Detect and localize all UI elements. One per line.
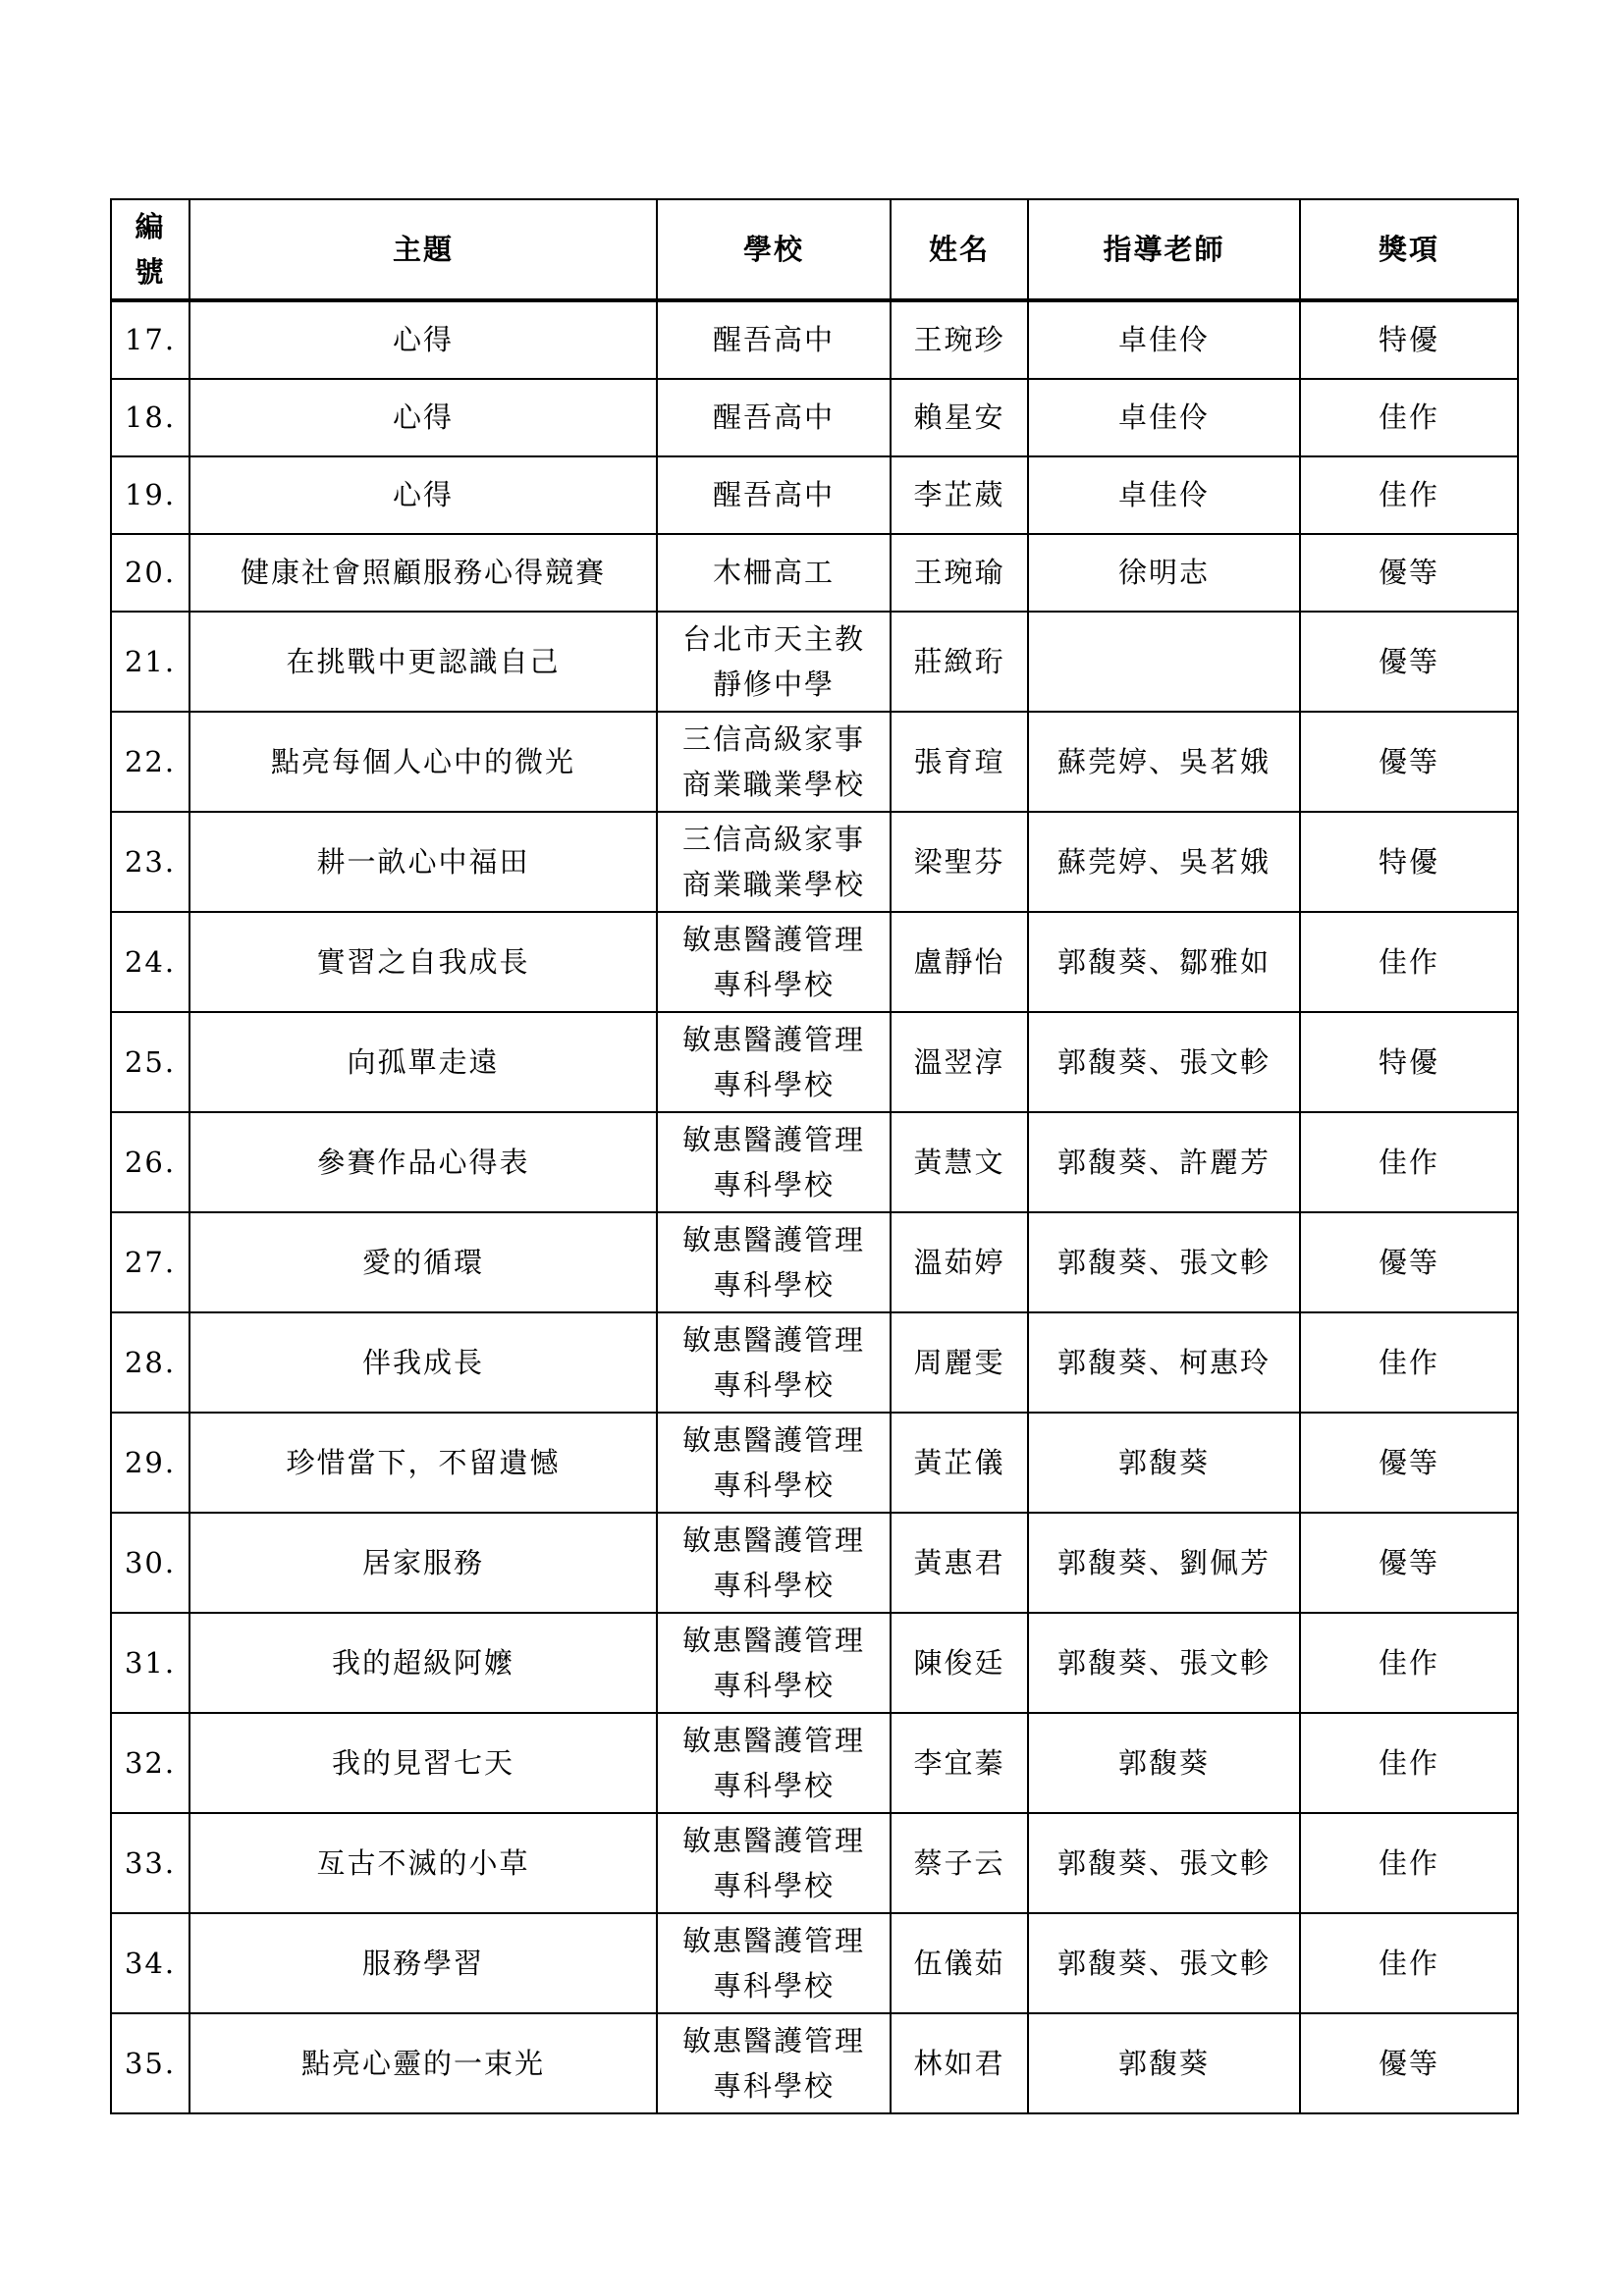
school-line: 木柵高工 xyxy=(712,556,835,590)
school-line: 專科學校 xyxy=(712,1769,835,1802)
row-teacher: 郭馥葵、劉佩芳 xyxy=(1028,1513,1300,1613)
row-teacher: 郭馥葵、張文軫 xyxy=(1028,1613,1300,1713)
row-award: 佳作 xyxy=(1300,1813,1518,1913)
row-topic: 我的超級阿嬤 xyxy=(189,1613,657,1713)
row-school xyxy=(657,612,891,712)
row-number: 23. xyxy=(111,812,189,912)
row-school xyxy=(657,300,891,379)
row-teacher: 郭馥葵、鄒雅如 xyxy=(1028,912,1300,1012)
header-school: 學校 xyxy=(657,199,891,300)
row-award: 佳作 xyxy=(1300,1713,1518,1813)
row-name: 林如君 xyxy=(891,2013,1028,2113)
row-school xyxy=(657,2013,891,2113)
table-row xyxy=(111,1112,1518,1212)
row-award: 特優 xyxy=(1300,300,1518,379)
row-teacher: 郭馥葵 xyxy=(1028,1413,1300,1513)
row-name: 黃慧文 xyxy=(891,1112,1028,1212)
row-name: 王琬瑜 xyxy=(891,534,1028,612)
table-row xyxy=(111,1813,1518,1913)
row-number: 29. xyxy=(111,1413,189,1513)
row-award: 佳作 xyxy=(1300,1913,1518,2013)
row-topic: 耕一畝心中福田 xyxy=(189,812,657,912)
row-award: 優等 xyxy=(1300,1212,1518,1312)
table-row xyxy=(111,2013,1518,2113)
row-school xyxy=(657,912,891,1012)
row-number: 19. xyxy=(111,456,189,534)
school-line: 敏惠醫護管理 xyxy=(681,1122,865,1156)
school-line: 專科學校 xyxy=(712,1468,835,1502)
row-topic: 服務學習 xyxy=(189,1913,657,2013)
row-name: 莊緻珩 xyxy=(891,612,1028,712)
school-line: 三信高級家事 xyxy=(681,721,865,756)
table-row xyxy=(111,300,1518,379)
school-line: 敏惠醫護管理 xyxy=(681,1723,865,1757)
school-line: 專科學校 xyxy=(712,1569,835,1602)
school-line: 敏惠醫護管理 xyxy=(681,1923,865,1957)
row-name: 陳俊廷 xyxy=(891,1613,1028,1713)
row-award: 佳作 xyxy=(1300,1112,1518,1212)
row-teacher: 卓佳伶 xyxy=(1028,300,1300,379)
row-school xyxy=(657,1713,891,1813)
school-line: 商業職業學校 xyxy=(681,768,865,801)
table-row xyxy=(111,1413,1518,1513)
row-name: 張育瑄 xyxy=(891,712,1028,812)
row-number: 34. xyxy=(111,1913,189,2013)
row-number: 18. xyxy=(111,379,189,456)
row-teacher: 郭馥葵、張文軫 xyxy=(1028,1913,1300,2013)
row-award: 優等 xyxy=(1300,534,1518,612)
row-topic: 點亮每個人心中的微光 xyxy=(189,712,657,812)
row-number: 32. xyxy=(111,1713,189,1813)
row-topic: 心得 xyxy=(189,300,657,379)
row-award: 優等 xyxy=(1300,2013,1518,2113)
header-number: 編 號 xyxy=(111,199,189,300)
school-line: 敏惠醫護管理 xyxy=(681,1322,865,1357)
school-line: 專科學校 xyxy=(712,1268,835,1302)
row-name: 賴星安 xyxy=(891,379,1028,456)
school-line: 專科學校 xyxy=(712,1969,835,2002)
row-school xyxy=(657,1913,891,2013)
row-name: 伍儀茹 xyxy=(891,1913,1028,2013)
row-school xyxy=(657,1112,891,1212)
table-row xyxy=(111,1312,1518,1413)
row-award: 佳作 xyxy=(1300,912,1518,1012)
row-topic: 愛的循環 xyxy=(189,1212,657,1312)
row-number: 17. xyxy=(111,300,189,379)
row-number: 22. xyxy=(111,712,189,812)
school-line: 敏惠醫護管理 xyxy=(681,2023,865,2057)
school-line: 敏惠醫護管理 xyxy=(681,1623,865,1657)
row-school xyxy=(657,534,891,612)
row-award: 特優 xyxy=(1300,812,1518,912)
row-topic: 向孤單走遠 xyxy=(189,1012,657,1112)
table-header-row xyxy=(111,199,1518,300)
row-topic: 伴我成長 xyxy=(189,1312,657,1413)
row-school xyxy=(657,1212,891,1312)
row-award: 佳作 xyxy=(1300,456,1518,534)
row-topic: 心得 xyxy=(189,379,657,456)
row-teacher: 郭馥葵、柯惠玲 xyxy=(1028,1312,1300,1413)
row-number: 24. xyxy=(111,912,189,1012)
table-row xyxy=(111,379,1518,456)
header-topic: 主題 xyxy=(189,199,657,300)
row-school xyxy=(657,456,891,534)
table-row xyxy=(111,612,1518,712)
row-name: 黃芷儀 xyxy=(891,1413,1028,1513)
row-number: 33. xyxy=(111,1813,189,1913)
school-line: 敏惠醫護管理 xyxy=(681,1222,865,1256)
table-body xyxy=(111,300,1518,2113)
table-row xyxy=(111,1913,1518,2013)
school-line: 專科學校 xyxy=(712,968,835,1001)
row-name: 溫茹婷 xyxy=(891,1212,1028,1312)
row-award: 優等 xyxy=(1300,1513,1518,1613)
school-line: 三信高級家事 xyxy=(681,822,865,856)
row-topic: 我的見習七天 xyxy=(189,1713,657,1813)
row-topic: 點亮心靈的一束光 xyxy=(189,2013,657,2113)
school-line: 商業職業學校 xyxy=(681,868,865,901)
row-topic: 健康社會照顧服務心得競賽 xyxy=(189,534,657,612)
school-line: 台北市天主教 xyxy=(681,621,865,656)
row-name: 李芷葳 xyxy=(891,456,1028,534)
row-teacher: 郭馥葵、張文軫 xyxy=(1028,1012,1300,1112)
row-topic: 珍惜當下，不留遺憾 xyxy=(189,1413,657,1513)
row-teacher: 卓佳伶 xyxy=(1028,379,1300,456)
school-line: 醒吾高中 xyxy=(712,478,835,512)
row-award: 佳作 xyxy=(1300,1312,1518,1413)
table-row xyxy=(111,534,1518,612)
row-number: 21. xyxy=(111,612,189,712)
table-row xyxy=(111,912,1518,1012)
row-teacher: 郭馥葵、許麗芳 xyxy=(1028,1112,1300,1212)
school-line: 敏惠醫護管理 xyxy=(681,1823,865,1857)
row-school xyxy=(657,1012,891,1112)
row-number: 30. xyxy=(111,1513,189,1613)
table-row xyxy=(111,1012,1518,1112)
row-teacher: 卓佳伶 xyxy=(1028,456,1300,534)
school-line: 專科學校 xyxy=(712,1068,835,1101)
row-teacher: 郭馥葵 xyxy=(1028,2013,1300,2113)
row-number: 27. xyxy=(111,1212,189,1312)
row-name: 李宜蓁 xyxy=(891,1713,1028,1813)
row-teacher: 郭馥葵、張文軫 xyxy=(1028,1813,1300,1913)
row-number: 26. xyxy=(111,1112,189,1212)
row-award: 特優 xyxy=(1300,1012,1518,1112)
row-teacher: 郭馥葵 xyxy=(1028,1713,1300,1813)
row-teacher: 郭馥葵、張文軫 xyxy=(1028,1212,1300,1312)
row-school xyxy=(657,1413,891,1513)
school-line: 專科學校 xyxy=(712,1669,835,1702)
table-row xyxy=(111,812,1518,912)
row-award: 優等 xyxy=(1300,1413,1518,1513)
awards-table xyxy=(110,198,1519,2114)
school-line: 醒吾高中 xyxy=(712,400,835,435)
row-award: 優等 xyxy=(1300,612,1518,712)
row-name: 周麗雯 xyxy=(891,1312,1028,1413)
row-school xyxy=(657,812,891,912)
header-teacher: 指導老師 xyxy=(1028,199,1300,300)
row-name: 盧靜怡 xyxy=(891,912,1028,1012)
row-award: 佳作 xyxy=(1300,1613,1518,1713)
school-line: 專科學校 xyxy=(712,2069,835,2103)
row-award: 優等 xyxy=(1300,712,1518,812)
school-line: 敏惠醫護管理 xyxy=(681,1522,865,1557)
school-line: 專科學校 xyxy=(712,1869,835,1902)
table-row xyxy=(111,1613,1518,1713)
row-school xyxy=(657,1312,891,1413)
table-row xyxy=(111,1212,1518,1312)
row-school xyxy=(657,379,891,456)
row-topic: 亙古不滅的小草 xyxy=(189,1813,657,1913)
row-topic: 實習之自我成長 xyxy=(189,912,657,1012)
row-topic: 在挑戰中更認識自己 xyxy=(189,612,657,712)
row-name: 蔡子云 xyxy=(891,1813,1028,1913)
table-row xyxy=(111,1513,1518,1613)
row-school xyxy=(657,712,891,812)
row-name: 黃惠君 xyxy=(891,1513,1028,1613)
row-topic: 心得 xyxy=(189,456,657,534)
header-name: 姓名 xyxy=(891,199,1028,300)
table-row xyxy=(111,1713,1518,1813)
row-number: 31. xyxy=(111,1613,189,1713)
row-number: 20. xyxy=(111,534,189,612)
row-name: 梁聖芬 xyxy=(891,812,1028,912)
row-award: 佳作 xyxy=(1300,379,1518,456)
school-line: 敏惠醫護管理 xyxy=(681,1022,865,1056)
row-name: 王琬珍 xyxy=(891,300,1028,379)
row-number: 28. xyxy=(111,1312,189,1413)
row-school xyxy=(657,1513,891,1613)
school-line: 專科學校 xyxy=(712,1168,835,1201)
row-topic: 居家服務 xyxy=(189,1513,657,1613)
row-teacher: 蘇莞婷、吳茗娥 xyxy=(1028,812,1300,912)
row-teacher: 徐明志 xyxy=(1028,534,1300,612)
row-school xyxy=(657,1613,891,1713)
table-row xyxy=(111,712,1518,812)
school-line: 醒吾高中 xyxy=(712,323,835,357)
table-row xyxy=(111,456,1518,534)
school-line: 敏惠醫護管理 xyxy=(681,1422,865,1457)
row-school xyxy=(657,1813,891,1913)
row-number: 35. xyxy=(111,2013,189,2113)
row-name: 溫翌淳 xyxy=(891,1012,1028,1112)
row-teacher: 蘇莞婷、吳茗娥 xyxy=(1028,712,1300,812)
row-teacher xyxy=(1028,612,1300,712)
header-award: 獎項 xyxy=(1300,199,1518,300)
school-line: 專科學校 xyxy=(712,1368,835,1402)
row-number: 25. xyxy=(111,1012,189,1112)
school-line: 敏惠醫護管理 xyxy=(681,922,865,956)
school-line: 靜修中學 xyxy=(712,667,835,701)
row-topic: 參賽作品心得表 xyxy=(189,1112,657,1212)
